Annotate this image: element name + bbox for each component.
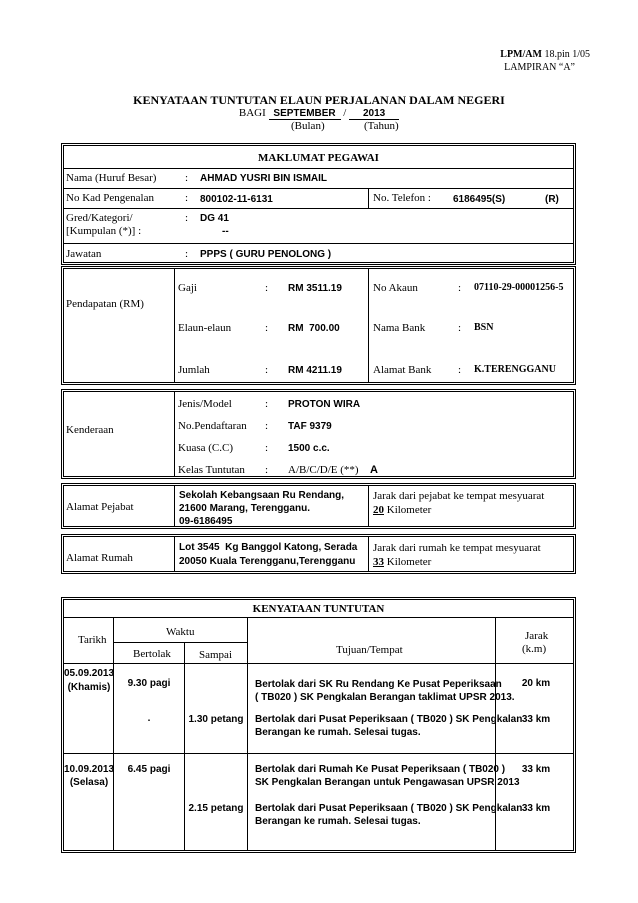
col-bertolak: Bertolak <box>133 648 171 660</box>
page-title: KENYATAAN TUNTUTAN ELAUN PERJALANAN DALAM NEGERI <box>133 93 505 107</box>
kenderaan-label: Kenderaan <box>66 424 114 436</box>
alamat-rumah-label: Alamat Rumah <box>66 552 133 564</box>
jenis-colon: : <box>265 398 269 410</box>
form-reference <box>470 49 590 60</box>
pendapatan-label: Pendapatan (RM) <box>66 298 144 310</box>
tuntutan-heading: KENYATAAN TUNTUTAN <box>252 603 385 615</box>
jenis-label: Jenis/Model <box>178 398 232 410</box>
row1-bertolak: 9.30 pagi <box>127 678 171 689</box>
kad-label: No Kad Pengenalan <box>66 192 154 204</box>
kilometer-unit: Kilometer <box>386 504 432 516</box>
elaun-label: Elaun-elaun <box>178 322 232 334</box>
row2-tujuan-2: Berangan ke rumah. Selesai tugas. <box>255 727 421 738</box>
kuasa-value: 1500 c.c. <box>288 443 330 454</box>
gred-label-1: Gred/Kategori/ <box>66 212 133 224</box>
row3-hari: (Selasa) <box>69 777 109 788</box>
akaun-label: No Akaun <box>373 282 418 294</box>
col-jarak-unit: (k.m) <box>522 643 547 655</box>
telefon-label: No. Telefon : <box>373 192 431 204</box>
alamat-rumah-section <box>61 534 576 574</box>
jumlah-label: Jumlah <box>178 364 210 376</box>
row2-jarak: 33 km <box>521 714 551 725</box>
alamat-bank-value: K.TERENGGANU <box>474 364 556 375</box>
jarak-pejabat-line <box>373 504 431 516</box>
period-slash: / <box>343 107 347 119</box>
daftar-label: No.Pendaftaran <box>178 420 247 432</box>
kuasa-label: Kuasa (C.C) <box>178 442 233 454</box>
telefon-value: 6186495(S) <box>453 194 506 205</box>
bagi-label: BAGI <box>238 107 266 119</box>
daftar-colon: : <box>265 420 269 432</box>
bank-colon: : <box>458 322 462 334</box>
period-line <box>0 107 638 120</box>
elaun-value: RM 700.00 <box>288 323 340 334</box>
elaun-colon: : <box>265 322 269 334</box>
rumah-line-2: 20050 Kuala Terengganu,Terengganu <box>179 556 356 567</box>
alamat-pejabat-label: Alamat Pejabat <box>66 501 134 513</box>
month-caption: (Bulan) <box>291 120 325 132</box>
row4-tujuan-2: Berangan ke rumah. Selesai tugas. <box>255 816 421 827</box>
col-jarak: Jarak <box>525 630 549 642</box>
jawatan-colon: : <box>185 248 189 260</box>
kumpulan-value: -- <box>222 226 229 237</box>
gred-label-2: [Kumpulan (*)] : <box>66 225 142 237</box>
kenyataan-tuntutan-table <box>61 597 576 853</box>
gaji-label: Gaji <box>178 282 197 294</box>
jarak-pejabat-label: Jarak dari pejabat ke tempat mesyuarat <box>373 490 545 502</box>
row3-tujuan-1: Bertolak dari Rumah Ke Pusat Peperiksaan ( TB020 ) <box>255 764 506 775</box>
row1-tujuan-2: ( TB020 ) SK Pengkalan Berangan taklimat UPSR 2013. <box>255 692 515 703</box>
kad-colon: : <box>185 192 189 204</box>
row1-hari: (Khamis) <box>67 682 111 693</box>
col-waktu: Waktu <box>166 626 195 638</box>
gred-colon: : <box>185 212 189 224</box>
alamat-bank-label: Alamat Bank <box>373 364 432 376</box>
row3-tarikh: 10.09.2013 <box>64 764 115 775</box>
lampiran-label: LAMPIRAN “A” <box>504 62 575 73</box>
form-code-rest: 18.pin 1/05 <box>544 49 590 60</box>
month-value: SEPTEMBER <box>269 108 341 120</box>
gaji-colon: : <box>265 282 269 294</box>
akaun-value: 07110-29-00001256-5 <box>474 282 564 293</box>
row1-tujuan-1: Bertolak dari SK Ru Rendang Ke Pusat Peperiksaan <box>255 679 502 690</box>
jumlah-value: RM 4211.19 <box>288 365 342 376</box>
akaun-colon: : <box>458 282 462 294</box>
kilometer-unit: Kilometer <box>386 556 432 568</box>
col-tarikh: Tarikh <box>78 634 107 646</box>
form-code: LPM/AM <box>500 49 542 60</box>
rumah-line-1: Lot 3545 Kg Banggol Katong, Serada <box>179 542 358 553</box>
kelas-colon: : <box>265 464 269 476</box>
daftar-value: TAF 9379 <box>288 421 332 432</box>
kelas-value: A <box>370 464 378 476</box>
jarak-rumah-label: Jarak dari rumah ke tempat mesyuarat <box>373 542 541 554</box>
telefon-suffix: (R) <box>545 194 559 205</box>
row3-jarak: 33 km <box>521 764 551 775</box>
pejabat-line-2: 21600 Marang, Terengganu. <box>179 503 310 514</box>
row4-tujuan-1: Bertolak dari Pusat Peperiksaan ( TB020 ) SK Pengkalan <box>255 803 523 814</box>
pejabat-line-3: 09-6186495 <box>179 516 233 527</box>
col-tujuan: Tujuan/Tempat <box>336 644 403 656</box>
pejabat-line-1: Sekolah Kebangsaan Ru Rendang, <box>179 490 345 501</box>
jarak-rumah-line <box>373 556 431 568</box>
jawatan-label: Jawatan <box>66 248 102 260</box>
year-caption: (Tahun) <box>364 120 399 132</box>
year-value: 2013 <box>349 108 399 120</box>
alamat-bank-colon: : <box>458 364 462 376</box>
kad-value: 800102-11-6131 <box>200 194 273 205</box>
nama-value: AHMAD YUSRI BIN ISMAIL <box>200 173 328 184</box>
nama-colon: : <box>185 172 189 184</box>
jarak-pejabat-value: 20 <box>373 504 384 516</box>
row2-tujuan-1: Bertolak dari Pusat Peperiksaan ( TB020 ) SK Pengkalan <box>255 714 523 725</box>
col-sampai: Sampai <box>199 649 232 661</box>
gred-value: DG 41 <box>200 213 229 224</box>
bank-value: BSN <box>474 322 494 333</box>
row3-tujuan-2: SK Pengkalan Berangan untuk Pengawasan UPSR 2013 <box>255 777 520 788</box>
row1-jarak: 20 km <box>521 678 551 689</box>
row2-sampai: 1.30 petang <box>188 714 244 725</box>
jumlah-colon: : <box>265 364 269 376</box>
kuasa-colon: : <box>265 442 269 454</box>
row3-bertolak: 6.45 pagi <box>127 764 171 775</box>
kelas-options: A/B/C/D/E (**) <box>288 464 359 476</box>
bank-label: Nama Bank <box>373 322 426 334</box>
maklumat-heading: MAKLUMAT PEGAWAI <box>258 152 379 164</box>
jawatan-value: PPPS ( GURU PENOLONG ) <box>200 249 332 260</box>
jenis-value: PROTON WIRA <box>288 399 361 410</box>
row1-tarikh: 05.09.2013 <box>64 668 115 679</box>
row2-bertolak: . <box>147 713 151 724</box>
gaji-value: RM 3511.19 <box>288 283 342 294</box>
kelas-label: Kelas Tuntutan <box>178 464 245 476</box>
jarak-rumah-value: 33 <box>373 556 384 568</box>
row4-jarak: 33 km <box>521 803 551 814</box>
nama-label: Nama (Huruf Besar) <box>66 172 157 184</box>
row4-sampai: 2.15 petang <box>188 803 244 814</box>
